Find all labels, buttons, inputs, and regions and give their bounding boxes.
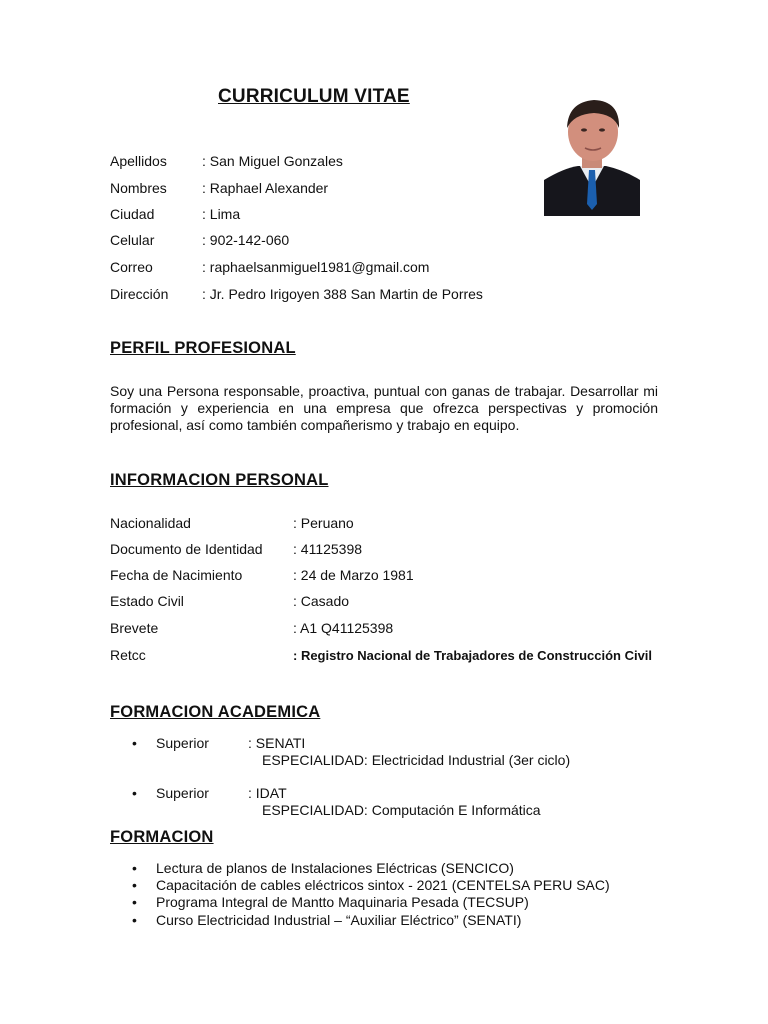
section-heading-personal: INFORMACION PERSONAL [110, 471, 329, 489]
personal-value: : 24 de Marzo 1981 [293, 567, 414, 583]
training-text: Programa Integral de Mantto Maquinaria Pesada (TECSUP) [156, 894, 529, 910]
bullet: • [132, 735, 137, 751]
contact-label: Nombres [110, 180, 167, 196]
contact-row-ciudad [110, 206, 240, 223]
personal-row [110, 593, 349, 610]
section-heading-perfil: PERFIL PROFESIONAL [110, 339, 296, 357]
personal-label: Retcc [110, 647, 146, 663]
personal-row [110, 515, 354, 532]
list-item [132, 912, 521, 929]
personal-label: Estado Civil [110, 593, 184, 609]
personal-value: : Peruano [293, 515, 354, 531]
training-text: Curso Electricidad Industrial – “Auxiliar Eléctrico” (SENATI) [156, 912, 522, 928]
education-detail: ESPECIALIDAD: Computación E Informática [262, 802, 541, 818]
contact-value: : San Miguel Gonzales [202, 153, 343, 169]
education-detail: ESPECIALIDAD: Electricidad Industrial (3er ciclo) [262, 752, 571, 768]
list-item [132, 735, 305, 752]
contact-label: Ciudad [110, 206, 155, 222]
contact-row-apellidos [110, 153, 343, 170]
contact-row-correo [110, 259, 429, 276]
bullet: • [132, 912, 137, 928]
education-detail-row [0, 752, 570, 769]
personal-value: : 41125398 [293, 541, 363, 557]
personal-label: Nacionalidad [110, 515, 191, 531]
profile-photo [544, 84, 640, 216]
education-institution: : SENATI [248, 735, 306, 751]
contact-label: Celular [110, 232, 155, 248]
contact-row-celular [110, 232, 289, 249]
contact-value: : 902-142-060 [202, 232, 290, 248]
education-level: Superior [156, 735, 209, 751]
list-item [132, 894, 529, 911]
bullet: • [132, 785, 137, 801]
contact-value: : Lima [202, 206, 241, 222]
section-heading-academica: FORMACION ACADEMICA [110, 703, 321, 721]
contact-row-nombres [110, 180, 328, 197]
education-level: Superior [156, 785, 209, 801]
personal-value: : Casado [293, 593, 350, 609]
contact-value: : Jr. Pedro Irigoyen 388 San Martin de Porres [202, 286, 483, 302]
training-text: Capacitación de cables eléctricos sintox - 2021 (CENTELSA PERU SAC) [156, 877, 610, 893]
contact-label: Dirección [110, 286, 169, 302]
personal-row [110, 647, 652, 664]
contact-label: Apellidos [110, 153, 167, 169]
contact-row-direccion [110, 286, 483, 303]
page-title: CURRICULUM VITAE [218, 86, 410, 107]
personal-label: Brevete [110, 620, 159, 636]
personal-value: : A1 Q41125398 [293, 620, 394, 636]
perfil-paragraph: Soy una Persona responsable, proactiva, puntual con ganas de trabajar. Desarrollar mi formación y experiencia en una empresa que ofrezca perspectivas y promoción profesional, así como también compañerismo y trabajo en equipo. [110, 383, 658, 433]
section-heading-formacion: FORMACION [110, 828, 214, 846]
personal-row [110, 567, 414, 584]
personal-value: : Registro Nacional de Trabajadores de Construcción Civil [293, 648, 653, 663]
education-detail-row [0, 802, 541, 819]
personal-row [110, 541, 362, 558]
contact-label: Correo [110, 259, 153, 275]
personal-row [110, 620, 393, 637]
list-item [132, 785, 287, 802]
personal-label: Documento de Identidad [110, 541, 263, 557]
training-text: Lectura de planos de Instalaciones Eléctricas (SENCICO) [156, 860, 514, 876]
contact-value: : raphaelsanmiguel1981@gmail.com [202, 259, 430, 275]
personal-label: Fecha de Nacimiento [110, 567, 243, 583]
list-item [132, 860, 514, 877]
bullet: • [132, 894, 137, 910]
education-institution: : IDAT [248, 785, 287, 801]
contact-value: : Raphael Alexander [202, 180, 329, 196]
bullet: • [132, 860, 137, 876]
list-item [132, 877, 610, 894]
bullet: • [132, 877, 137, 893]
